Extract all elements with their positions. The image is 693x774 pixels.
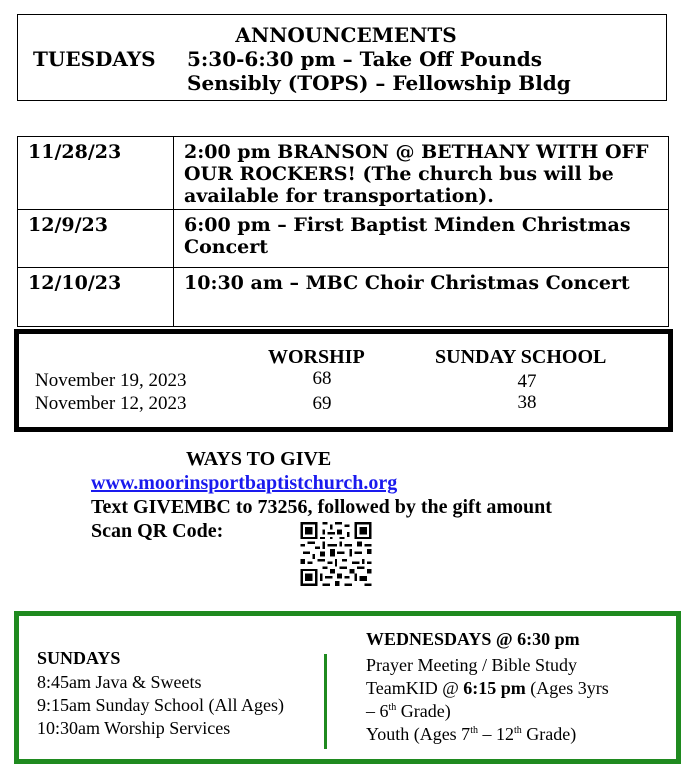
announcements-title: ANNOUNCEMENTS xyxy=(235,23,457,47)
event-line: OUR ROCKERS! (The church bus will be xyxy=(184,163,614,185)
table-row xyxy=(18,268,669,327)
sundays-title: SUNDAYS xyxy=(37,648,121,668)
announcement-line: 5:30-6:30 pm – Take Off Pounds xyxy=(187,47,543,71)
youth-range: – 12 xyxy=(477,724,514,744)
weekly-schedule-box xyxy=(14,611,681,764)
event-date: 12/9/23 xyxy=(18,210,174,268)
wednesday-item xyxy=(366,723,666,746)
announcement-day: TUESDAYS xyxy=(33,47,156,71)
event-description xyxy=(174,268,669,327)
sunday-school-header: SUNDAY SCHOOL xyxy=(435,346,607,368)
event-date: 11/28/23 xyxy=(18,137,174,210)
event-line: Concert xyxy=(184,236,269,258)
sunday-item: 10:30am Worship Services xyxy=(37,718,231,738)
event-description xyxy=(174,137,669,210)
wednesday-item xyxy=(366,677,666,723)
column-divider xyxy=(324,654,327,749)
announcement-line: Sensibly (TOPS) – Fellowship Bldg xyxy=(187,71,571,95)
qr-code-icon[interactable] xyxy=(300,522,372,586)
event-line: available for transportation). xyxy=(184,185,494,207)
sunday-school-count: 47 xyxy=(517,371,537,392)
teamkid-grade-end: Grade) xyxy=(396,701,451,721)
ordinal-suffix: th xyxy=(388,702,397,713)
event-date: 12/10/23 xyxy=(18,268,174,327)
worship-header: WORSHIP xyxy=(268,346,365,368)
giving-website-link[interactable]: www.moorinsportbaptistchurch.org xyxy=(91,472,398,494)
announcements-box xyxy=(17,14,667,101)
sunday-school-count: 38 xyxy=(517,392,537,413)
table-row xyxy=(18,137,669,210)
teamkid-grade: – 6 xyxy=(366,701,389,721)
announcement-description xyxy=(187,47,657,95)
attendance-box xyxy=(14,329,673,432)
event-line: 6:00 pm – First Baptist Minden Christmas xyxy=(184,214,631,236)
scan-qr-label: Scan QR Code: xyxy=(91,520,224,542)
event-line: 10:30 am – MBC Choir Christmas Concert xyxy=(184,272,630,294)
attendance-date: November 12, 2023 xyxy=(35,393,187,414)
text-to-give-instructions: Text GIVEMBC to 73256, followed by the gift amount xyxy=(91,496,552,518)
ways-to-give-title: WAYS TO GIVE xyxy=(186,448,332,470)
attendance-date: November 19, 2023 xyxy=(35,370,187,391)
teamkid-label: TeamKID @ xyxy=(366,678,464,698)
worship-count: 68 xyxy=(312,368,332,389)
sunday-item: 9:15am Sunday School (All Ages) xyxy=(37,695,284,715)
event-line: 2:00 pm BRANSON @ BETHANY WITH OFF xyxy=(184,141,649,163)
sunday-item: 8:45am Java & Sweets xyxy=(37,672,202,692)
table-row xyxy=(18,210,669,268)
ordinal-suffix: th xyxy=(470,725,478,736)
events-table xyxy=(17,136,669,327)
worship-count: 69 xyxy=(312,393,332,414)
teamkid-ages: (Ages 3yrs xyxy=(525,678,609,698)
youth-grade-end: Grade) xyxy=(521,724,577,744)
wednesday-item: Prayer Meeting / Bible Study xyxy=(366,655,577,675)
ordinal-suffix: th xyxy=(513,725,522,736)
wednesdays-title: WEDNESDAYS @ 6:30 pm xyxy=(366,629,580,649)
event-description xyxy=(174,210,669,268)
youth-label: Youth (Ages 7 xyxy=(366,724,471,744)
teamkid-time: 6:15 pm xyxy=(463,678,526,698)
